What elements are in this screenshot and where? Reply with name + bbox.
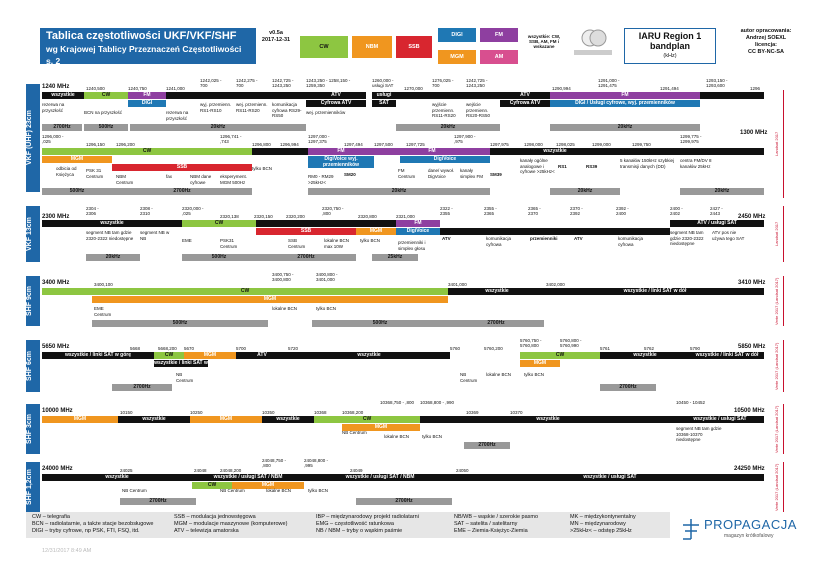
r1-n1: rezerwa na przyszłość: [42, 102, 65, 113]
r2-rs1: RS1: [558, 164, 567, 169]
r7-span-2: 2700Hz: [356, 498, 452, 505]
r5-f10: 5761: [600, 346, 611, 351]
r4-bar-cw: CW: [42, 288, 448, 295]
r5-f3: 5670: [184, 346, 195, 351]
r7-freq-start: 24000 MHz: [42, 466, 73, 472]
author-label: autor opracowania:: [740, 28, 792, 34]
r5-bar-cw2: CW: [520, 352, 600, 359]
landsat-note-6cm: Verte 2017 (Landsat 2017): [774, 340, 784, 392]
r1-f14: 1291,494: [660, 86, 679, 91]
cc-license-icon: [568, 28, 618, 58]
r2-n12: kanały simplex FM: [460, 168, 484, 179]
r1-n8: wyjście przemienn. RS11-RS20: [432, 102, 456, 118]
title-box: [40, 28, 256, 64]
r7-n4: tylko BCN: [308, 488, 329, 493]
r6-f3: 10350: [262, 410, 275, 415]
r1-bar-black2: [166, 92, 306, 99]
r5-n1: NB Centrum: [176, 372, 194, 383]
r2-bar-fm: FM: [308, 148, 374, 155]
r3-n4: PSK31 Centrum: [220, 238, 238, 249]
r1-f10: 1276,025 - 700: [432, 78, 454, 88]
r2-bar-w: wszystkie: [490, 148, 620, 155]
r1-f3: 1241,000: [166, 86, 185, 91]
r4-n2: lokalne BCN: [272, 306, 298, 311]
footer-col5: [570, 514, 668, 535]
r2-bar-digv2: DigiVoice: [400, 156, 490, 163]
band-label-6cm: SHF 6cm: [26, 340, 40, 392]
r1-span-3: 20kHz: [130, 124, 306, 131]
r2-n11: dane/ wywoł. DigVoice: [428, 168, 455, 179]
r5-f4: 5700: [236, 346, 247, 351]
r1-span-4: 20kHz: [396, 124, 500, 131]
r3-n9: komunikacja cyfrowa: [486, 236, 512, 247]
r3-bar-mgm: MGM: [356, 228, 396, 235]
r5-freq-end: 5850 MHz: [738, 344, 766, 350]
r1-f15: 1293,150 - 1293,600: [706, 78, 728, 88]
r3-n6: lokalne BCN max 10W: [324, 238, 350, 249]
r3-n10: przemienniki: [530, 236, 558, 241]
r6-n3: tylko BCN: [422, 434, 443, 439]
r2-f3: 1296,200: [116, 142, 135, 147]
r5-bar-w3: wszystkie: [288, 352, 450, 359]
r2-n3: NBM Centrum: [116, 174, 134, 185]
r2-n14: kanały ogólne analogowe i cyfrowe >25kHz<: [520, 158, 555, 174]
r2-span-1: 500Hz: [42, 188, 112, 195]
r2-f10: 1297,725: [406, 142, 425, 147]
r4-f3: 3400,800 - 3401,000: [316, 272, 338, 282]
r2-f6: 1296,994: [280, 142, 299, 147]
brand-name: PROPAGACJA: [704, 517, 797, 532]
r6-n2: lokalne BCN: [384, 434, 410, 439]
legend-fm: FM: [480, 28, 518, 42]
r3-span-2: 500Hz: [182, 254, 256, 261]
r3-f15: 2400 - 2402: [670, 206, 683, 216]
r7-f4: 24048,750 - ,800: [262, 458, 287, 468]
license-label: licencja:: [754, 42, 777, 48]
r5-n2: NB Centrum: [460, 372, 478, 383]
r2-n2: PSK 31 Centrum: [86, 168, 104, 179]
r5-f1: 5668: [130, 346, 141, 351]
r2-bar-digv: DigiVoice wyj. przemienników: [308, 156, 374, 168]
r3-atv: ATV: [442, 236, 451, 241]
r2-n5: NBM dane cyfrowe: [190, 174, 212, 185]
r2-f17: 1299,775 - 1299,975: [680, 134, 702, 144]
r1-f12: 1290,994: [552, 86, 571, 91]
r6-f1: 10150: [120, 410, 133, 415]
r5-freq-start: 5650 MHz: [42, 344, 70, 350]
r1-span-1: 2700Hz: [42, 124, 82, 131]
r3-f11: 2355 - 2365: [484, 206, 497, 216]
r1-bar-all1: wszystkie: [42, 92, 84, 99]
iaru-box: [624, 28, 716, 64]
r5-n4: tylko BCN: [524, 372, 545, 377]
r3-bar-digv: DigiVoice: [396, 228, 440, 235]
footer-c4-0: NB/WB – wąskie / szerokie pasmo: [454, 514, 539, 520]
r5-f9: 5760,800 - 5760,990: [560, 338, 582, 348]
r2-f16: 1299,750: [632, 142, 651, 147]
r6-n4: segment NB tam gdzie 10368-10370 niedostępne: [676, 426, 722, 442]
r3-f16: 2427 - 2443: [710, 206, 723, 216]
r1-bar-sat: SAT: [372, 100, 396, 107]
r4-f4: 3401,000: [448, 282, 467, 287]
r7-f3: 24048,200: [220, 468, 242, 473]
r2-f11: 1297,900 - ,975: [454, 134, 476, 144]
r1-bar-fm: FM: [128, 92, 166, 99]
r5-f11: 5762: [644, 346, 655, 351]
r4-f5: 3402,000: [546, 282, 565, 287]
r2-n16: centra FM/DV 8 kanałów 25kHz: [680, 158, 712, 169]
r3-n5: SSB Centrum: [288, 238, 306, 249]
r5-f2: 5668,200: [158, 346, 177, 351]
r3-bar-ssb: SSB: [256, 228, 356, 235]
r7-n3: lokalne BCN: [266, 488, 292, 493]
footer-col3: [316, 514, 446, 535]
iaru-unit: (kHz): [663, 53, 677, 59]
r6-bar-w1: wszystkie: [118, 416, 190, 423]
r2-n7: tylko BCN: [252, 166, 273, 171]
r2-f13: 1298,000: [524, 142, 543, 147]
r1-n7: wej. przemienników: [306, 110, 346, 115]
r6-bar-w2: wszystkie: [262, 416, 314, 423]
r5-bar-w1: wszystkie / linki SAT w górę: [42, 352, 154, 359]
r2-span-5: 20kHz: [680, 188, 764, 195]
footer-col1: [32, 514, 172, 535]
r7-bar-w4: wszystkie / usługi SAT: [456, 474, 764, 481]
r3-f14: 2392 - 2400: [616, 206, 629, 216]
footer-c1-0: CW – telegrafia: [32, 514, 70, 520]
r2-f1: 1296,000 - ,025: [42, 134, 64, 144]
band-label-12cm: SHF 1,2cm: [26, 462, 40, 512]
r7-bar-w3: wszystkie / usługi SAT / NBM: [304, 474, 456, 481]
r4-f1: 3400,100: [94, 282, 113, 287]
r3-span-3: 2700Hz: [256, 254, 356, 261]
r2-f9: 1297,500: [374, 142, 393, 147]
r7-freq-end: 24250 MHz: [734, 466, 765, 472]
r6-f2: 10250: [190, 410, 203, 415]
footer-c2-0: SSB – modulacja jednowstęgowa: [174, 514, 256, 520]
r2-n6: eksperyment. MGM 500Hz: [220, 174, 248, 185]
footer-col4: [454, 514, 574, 535]
r5-f5: 5720: [288, 346, 299, 351]
r1-f11: 1242,725 - 1243,250: [466, 78, 488, 88]
landsat-note-12cm: Verte 2017 (Landsat 2017): [774, 462, 784, 512]
r3-n2: segment NB w NB: [140, 230, 170, 241]
r3-freq-end: 2450 MHz: [738, 214, 766, 220]
legend-am: AM: [480, 50, 518, 64]
r4-freq-start: 3400 MHz: [42, 280, 70, 286]
band-label-13cm: VKF 13cm: [26, 206, 40, 262]
r1-f6: 1242,725 - 1243,250: [272, 78, 294, 88]
r4-span-3: 2700Hz: [448, 320, 544, 327]
footer-c4-1: SAT – satelita / satelitarny: [454, 521, 518, 527]
r5-span-1: 2700Hz: [112, 384, 172, 391]
license: CC BY-NC-SA: [747, 49, 785, 55]
propagacja-logo: [680, 515, 800, 545]
r1-bar-atv2-b: Cyfrowa ATV: [500, 100, 550, 107]
r1-n3: rezerwa na przyszłość: [166, 110, 189, 121]
r5-f7: 5760,200: [484, 346, 503, 351]
r3-bar-black2: [356, 220, 396, 227]
r3-bar-fm: FM: [396, 220, 440, 227]
title-line2: wg Krajowej Tablicy Przeznaczeń Częstotliwości s. 2: [46, 44, 242, 66]
legend-nbm: NBM: [352, 36, 392, 58]
r5-f12: 5790: [690, 346, 701, 351]
r4-bar-w: wszystkie: [448, 288, 546, 295]
r4-f2: 3400,750 - 3400,800: [272, 272, 294, 282]
r2-f5: 1296,800: [252, 142, 271, 147]
r5-bar-mgm: MGM: [184, 352, 236, 359]
footer-c3-1: EMG – częstotliwość ratunkowa: [316, 521, 394, 527]
antenna-icon: [680, 517, 702, 541]
r2-f8: 1297,494: [344, 142, 363, 147]
r4-span-2: 500Hz: [312, 320, 448, 327]
band-label-9cm: SHF 9cm: [26, 276, 40, 326]
r3-bar-black: [256, 220, 356, 227]
title-line1: Tablica częstotliwości UKF/VKF/SHF: [46, 30, 237, 42]
r5-f8: 5760,750 - 5760,800: [520, 338, 542, 348]
r3-n1: segment NB tam gdzie 2320-2322 niedostępne: [86, 230, 134, 241]
legend-note: wszystkie: CW, SSB, AM, FM i wskazane: [527, 34, 561, 49]
r3-n13: ATV pos nie używa tego SAT: [712, 230, 745, 241]
r2-span-2: 2700Hz: [112, 188, 252, 195]
r5-bar-cw: CW: [154, 352, 184, 359]
r2-bar-cw: CW: [42, 148, 252, 155]
footer-c1-1: BCN – radiolatarnie, a także stacje bezobsługowe: [32, 521, 154, 527]
legend-ssb: SSB: [396, 36, 432, 58]
r1-bar-atv2: Cyfrowa ATV: [306, 100, 366, 107]
r1-n4: wyj. przemienn. RS1-RS10: [200, 102, 232, 113]
r7-bar-w2: wszystkie / usługi SAT / NBM: [192, 474, 304, 481]
footer-c1-2: DIGI – tryby cyfrowe, np PSK, FTI, FSQ, itd.: [32, 528, 140, 534]
date: 2017-12-31: [261, 37, 291, 43]
r6-f4: 10368: [314, 410, 327, 415]
author-block: [720, 28, 812, 56]
landsat-note-3cm: Verte 2017 (Landsat 2017): [774, 404, 784, 454]
r3-f6: 2320,200: [286, 214, 305, 219]
r6-bar-mgm3: MGM: [342, 424, 420, 431]
r7-bar-cw: CW: [192, 482, 232, 489]
r2-n8: RM0 - RM29 >25kHz<: [308, 174, 334, 185]
legend-mgm: MGM: [438, 50, 476, 64]
r3-f1: 2304 - 2306: [86, 206, 99, 216]
r5-bar-w5: wszystkie / linki SAT w dół: [690, 352, 764, 359]
r1-bar-atv-b: ATV: [500, 92, 550, 99]
r3-span-4: 25kHz: [372, 254, 418, 261]
landsat-note-9cm: Verte 2017 (Landsat 2017): [774, 276, 784, 326]
r1-n5: wej. przemienn. RS11-RS20: [236, 102, 268, 113]
r2-f2: 1296,150: [86, 142, 105, 147]
r4-freq-end: 3410 MHz: [738, 280, 766, 286]
r2-n13: SM39: [490, 172, 502, 177]
r6-bar-w4: wszystkie / usługi SAT: [676, 416, 764, 423]
r3-f13: 2370 - 2392: [570, 206, 583, 216]
r5-n3: lokalne BCN: [486, 372, 512, 377]
r2-bar-fm2: FM: [374, 148, 490, 155]
r1-bar-cw: CW: [84, 92, 128, 99]
r4-n1: EME Centrum: [94, 306, 112, 317]
timestamp: 12/31/2017 8:49 AM: [42, 548, 92, 554]
footer-c5-2: >25kHz< – odstęp 25kHz: [570, 528, 632, 534]
version-block: [258, 30, 294, 44]
r7-f6: 24049: [350, 468, 363, 473]
r6-bar-mgm2: MGM: [190, 416, 262, 423]
footer-c2-1: MGM – modulacje maszynowe (komputerowe): [174, 521, 288, 527]
r7-span-1: 2700Hz: [120, 498, 196, 505]
r2-f4: 1296,741 - ,743: [220, 134, 242, 144]
r1-f2: 1240,750: [128, 86, 147, 91]
r7-bar-mgm: MGM: [232, 482, 304, 489]
r1-f5: 1242,275 - 700: [236, 78, 258, 88]
r2-n4: fax: [166, 174, 173, 179]
r3-n8: przemienniki i simplex głosu: [398, 240, 426, 251]
r3-f7: 2320,750 - ,800: [322, 206, 344, 216]
r7-f1: 24025: [120, 468, 133, 473]
r6-f10: 10450 - 10452: [676, 400, 706, 405]
r1-freq-end: 1300 MHz: [740, 130, 768, 136]
r2-bar-mgm: MGM: [42, 156, 112, 163]
version: v0.5a: [269, 30, 283, 36]
r6-freq-start: 10000 MHz: [42, 408, 73, 414]
r4-n3: tylko BCN: [316, 306, 337, 311]
author-name: Andrzej SOEXL: [745, 35, 787, 41]
r3-n12: segment NB tam gdzie 2320-2322 niedostępne: [670, 230, 704, 246]
r5-bar-atv: ATV: [236, 352, 288, 359]
r1-span-5: 20kHz: [550, 124, 700, 131]
r3-n7: tylko BCN: [360, 238, 381, 243]
r2-rs39: RS39: [586, 164, 598, 169]
r6-f9: 10370: [510, 410, 523, 415]
r7-bar-w1: wszystkie: [42, 474, 192, 481]
r6-n1: NB Centrum: [342, 430, 367, 435]
r6-span-1: 2700Hz: [464, 442, 510, 449]
footer-legend: [26, 512, 670, 538]
r3-f2: 2308 - 2310: [140, 206, 153, 216]
r1-bar-digi: DIGI: [128, 100, 166, 107]
r2-bar-black2: [620, 148, 764, 155]
legend-digi: DIGI: [438, 28, 476, 42]
r1-bar-fm2: FM: [550, 92, 700, 99]
r3-f9: 2321,000: [396, 214, 415, 219]
r1-bar-atv: ATV: [306, 92, 366, 99]
band-label-23cm: VKF (UHF) 23cm: [26, 84, 40, 192]
iaru-sub: bandplan: [650, 41, 690, 51]
r3-bar-atv3: ATV / usługi SAT: [670, 220, 764, 227]
footer-c4-2: EME – Ziemia-Księżyc-Ziemia: [454, 528, 528, 534]
r7-f7: 24050: [456, 468, 469, 473]
r6-f6: 10368,750 - ,800: [380, 400, 415, 405]
r7-f5: 24048,800 - ,995: [304, 458, 329, 468]
r6-freq-end: 10500 MHz: [734, 408, 765, 414]
r2-span-4: 20kHz: [550, 188, 620, 195]
r6-bar-cw: CW: [314, 416, 420, 423]
r5-f6: 5760: [450, 346, 461, 351]
r1-bar-digi2: DIGI / Usługi cyfrowe, wyj. przemienników: [550, 100, 700, 107]
r4-bar-mgm: MGM: [92, 296, 448, 303]
r2-f15: 1299,000: [592, 142, 611, 147]
r1-freq-start: 1240 MHz: [42, 84, 70, 90]
r4-span-1: 500Hz: [92, 320, 268, 327]
r6-bar-mgm: MGM: [42, 416, 118, 423]
r3-span-1: 20kHz: [86, 254, 140, 261]
r1-bar-usl: usługi: [372, 92, 396, 99]
r5-span-2: 2700Hz: [600, 384, 656, 391]
footer-c5-1: MN – międzynarodowy: [570, 521, 626, 527]
r2-f12: 1297,975: [490, 142, 509, 147]
r3-f8: 2320,800: [358, 214, 377, 219]
r3-atv2: ATV: [574, 236, 583, 241]
footer-c2-2: ATV – telewizja amatorska: [174, 528, 239, 534]
legend-cw: CW: [300, 36, 348, 58]
r3-bar-cw: CW: [182, 220, 256, 227]
r1-bar-black3: [396, 92, 500, 99]
r5-bar-w4: wszystkie: [600, 352, 690, 359]
brand-sub: magazyn krótkofalowy: [724, 533, 774, 539]
r3-n3: EME: [182, 238, 192, 243]
r2-n15: 5 kanałów 150kHz szybkiej transmisji danych (DD): [620, 158, 675, 169]
r7-n2: NB Centrum: [220, 488, 245, 493]
r3-bar-w: wszystkie: [42, 220, 182, 227]
r3-f10: 2322 - 2355: [440, 206, 453, 216]
r3-freq-start: 2300 MHz: [42, 214, 70, 220]
r2-span-3: 20kHz: [308, 188, 490, 195]
r5-bar-mgm2: MGM: [520, 360, 560, 367]
footer-c3-2: NB / NBM – tryby o wąskim paśmie: [316, 528, 403, 534]
footer-c5-0: MK – międzykontynentalny: [570, 514, 636, 520]
r6-f5: 10368,200: [342, 410, 364, 415]
r2-bar-ssb: SSB: [112, 164, 252, 171]
r6-f8: 10369: [466, 410, 479, 415]
r6-bar-w3: wszystkie: [420, 416, 676, 423]
footer-col2: [174, 514, 304, 535]
r4-bar-w2: wszystkie / linki SAT w dół: [546, 288, 764, 295]
band-label-3cm: SHF 3cm: [26, 404, 40, 454]
r5-bar-w2: wszystkie / linki SAT w górę: [154, 360, 208, 373]
r2-bar-black: [252, 148, 308, 155]
r2-f7: 1297,000 - 1297,375: [308, 134, 330, 144]
r1-n2: BCN na przyszłość: [84, 110, 123, 115]
r2-n1: odbicia od Księżyca: [56, 166, 77, 177]
r6-f7: 10368,800 - ,990: [420, 400, 455, 405]
r1-f1: 1240,500: [86, 86, 105, 91]
r3-n11: komunikacja cyfrowa: [618, 236, 644, 247]
r1-f4: 1242,025 - 700: [200, 78, 222, 88]
r1-f7: 1243,250 - 1258,150 - 1259,350: [306, 78, 351, 88]
r2-f14: 1298,025: [556, 142, 575, 147]
r3-bar-atv-row: [440, 228, 670, 235]
r1-f8: 1260,000 - usługi SAT: [372, 78, 394, 88]
r1-f9: 1270,000: [404, 86, 423, 91]
r1-f13: 1291,000 - 1291,475: [598, 78, 620, 88]
r7-f2: 24048: [194, 468, 207, 473]
r1-bar-black4: [700, 92, 764, 99]
landsat-note-13cm: Landsat 2017: [774, 206, 784, 262]
r3-f5: 2320,150: [254, 214, 273, 219]
r3-f4: 2320,138: [220, 214, 239, 219]
r2-n9: SM20: [344, 172, 356, 177]
r2-n10: FM Centrum: [398, 168, 416, 179]
r1-f16: 1296: [750, 86, 761, 91]
r1-n9: wejście przemienn. RS20-RS50: [466, 102, 491, 118]
iaru-title: IARU Region 1: [638, 31, 702, 41]
landsat-note-23cm: Landsat 2017: [774, 90, 784, 198]
footer-c3-0: IBP – międzynarodowy projekt radiolatarni: [316, 514, 419, 520]
r3-f3: 2320,000 - ,025: [182, 206, 204, 216]
r3-f12: 2365 - 2370: [528, 206, 541, 216]
r7-n1: NB Centrum: [122, 488, 147, 493]
r1-span-2: 500Hz: [84, 124, 128, 131]
r1-n6: komunikacja cyfrowa RS29-RS50: [272, 102, 302, 118]
